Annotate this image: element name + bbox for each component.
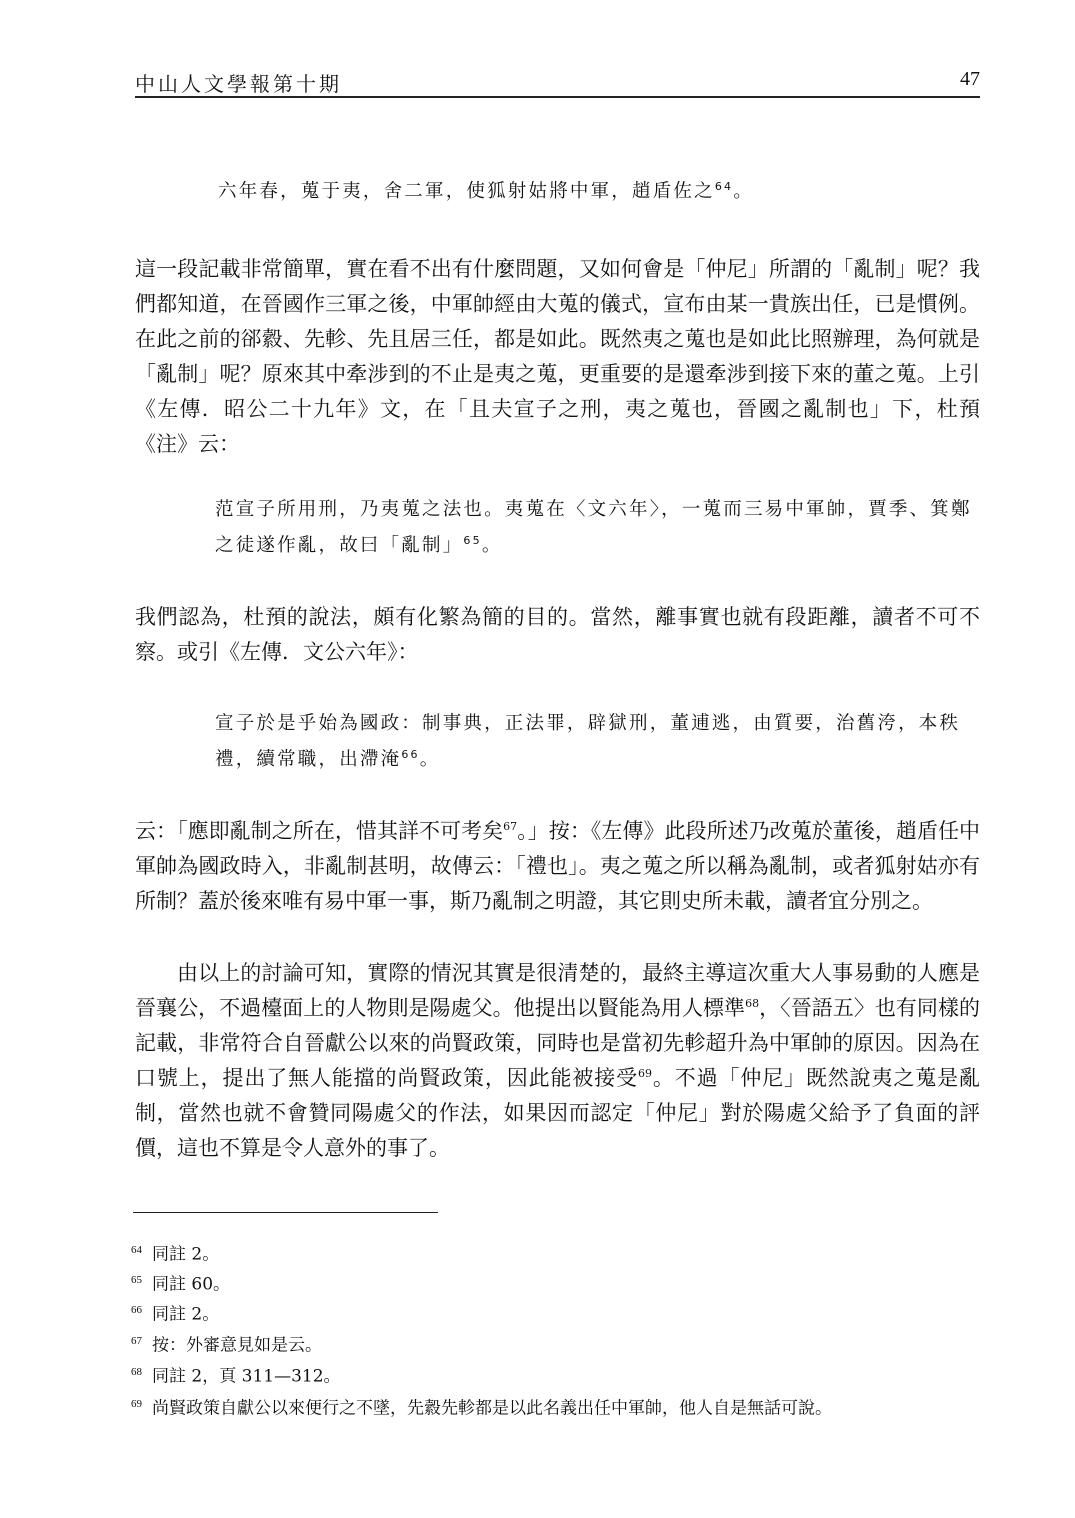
footnote-ref[interactable]: 69 bbox=[637, 1067, 652, 1080]
footnote-number: 69 bbox=[131, 1398, 142, 1410]
quote-text: 范宣子所用刑，乃夷蒐之法也。夷蒐在〈文六年〉，一蒐而三易中軍帥，賈季、箕鄭之徒遂作亂，故曰「亂制」 bbox=[215, 499, 972, 556]
paragraph-3: 云：「應即亂制之所在，惜其詳不可考矣$^{67}$。」按：《左傳》此段所述乃改蒐於董後，趙盾任中軍帥為國政時入，非亂制甚明，故傳云：「禮也」。夷之蒐之所以稱為亂制，或者狐射姑亦有所制？蓋於後來唯有易中軍一事，斯乃亂制之明證，其它則史所未載，讀者宜分別之。 bbox=[135, 819, 981, 913]
footnote-number: 67 bbox=[131, 1335, 142, 1347]
paragraph-2: 我們認為，杜預的說法，頗有化繁為簡的目的。當然，離事實也就有段距離，讀者不可不察。或引《左傳．文公六年》： bbox=[135, 605, 980, 664]
page-number: 47 bbox=[960, 68, 980, 90]
block-quote-2: 范宣子所用刑，乃夷蒐之法也。夷蒐在〈文六年〉，一蒐而三易中軍帥，賈季、箕鄭之徒遂作亂，故曰「亂制」$^{65}$。 bbox=[215, 499, 972, 556]
footnote-ref[interactable]: 68 bbox=[745, 997, 760, 1010]
footnote: $^{69}$ 尚賢政策自獻公以來便行之不墜，先縠先軫都是以此名義出任中軍帥，他人自是無話可說。 bbox=[131, 1398, 832, 1419]
running-header bbox=[135, 64, 980, 98]
paragraph-4: 由以上的討論可知，實際的情況其實是很清楚的，最終主導這次重大人事易動的人應是晉襄公，不過檯面上的人物則是陽處父。他提出以賢能為用人標準$^{68}$，〈晉語五〉也有同樣的記載，非常符合自晉獻公以來的尚賢政策，同時也是當初先軫超升為中軍帥的原因。因為在口號上，提出了無人能擋的尚賢政策，因此能被接受$^{69}$。不過「仲尼」既然說夷之蒐是亂制，當然也就不會贊同陽處父的作法，如果因而認定「仲尼」對於陽處父給予了負面的評價，這也不算是令人意外的事了。 bbox=[135, 961, 981, 1160]
footnote: $^{67}$ 按：外審意見如是云。 bbox=[131, 1335, 322, 1356]
footnote-number: 68 bbox=[131, 1366, 142, 1378]
footnote-divider bbox=[133, 1212, 438, 1213]
footnote: $^{68}$ 同註 2，頁 311—312。 bbox=[131, 1366, 341, 1387]
footnote-number: 65 bbox=[131, 1274, 142, 1286]
paragraph-1: 這一段記載非常簡單，實在看不出有什麼問題，又如何會是「仲尼」所謂的「亂制」呢？我們都知道，在晉國作三軍之後，中軍帥經由大蒐的儀式，宣布由某一貴族出任，已是慣例。在此之前的郤縠、先軫、先且居三任，都是如此。既然夷之蒐也是如此比照辦理，為何就是「亂制」呢？原來其中牽涉到的不止是夷之蒐，更重要的是還牽涉到接下來的董之蒐。上引《左傳．昭公二十九年》文，在「且夫宣子之刑，夷之蒐也，晉國之亂制也」下，杜預《注》云： bbox=[135, 257, 980, 456]
footnote-ref[interactable]: 67 bbox=[503, 820, 518, 833]
footnote-number: 64 bbox=[131, 1244, 142, 1256]
journal-title: 中山人文學報第十期 bbox=[135, 72, 342, 96]
footnote-ref[interactable]: 66 bbox=[401, 747, 420, 761]
block-quote-3: 宣子於是乎始為國政：制事典，正法罪，辟獄刑，董逋逃，由質要，治舊洿，本秩禮，續常職，出滯淹$^{66}$。 bbox=[215, 713, 961, 770]
block-quote-1: 六年春，蒐于夷，舍二軍，使狐射姑將中軍，趙盾佐之$^{64}$。 bbox=[218, 179, 754, 202]
quote-text: 六年春，蒐于夷，舍二軍，使狐射姑將中軍，趙盾佐之 bbox=[218, 181, 715, 202]
footnote-ref[interactable]: 65 bbox=[463, 533, 482, 547]
footnote-ref[interactable]: 64 bbox=[714, 179, 734, 193]
quote-text: 宣子於是乎始為國政：制事典，正法罪，辟獄刑，董逋逃，由質要，治舊洿，本秩禮，續常職，出滯淹 bbox=[215, 713, 961, 770]
footnote: $^{66}$ 同註 2。 bbox=[131, 1304, 220, 1325]
footnote-number: 66 bbox=[131, 1304, 142, 1316]
footnote: $^{65}$ 同註 60。 bbox=[131, 1274, 231, 1295]
footnote: $^{64}$ 同註 2。 bbox=[131, 1244, 220, 1265]
